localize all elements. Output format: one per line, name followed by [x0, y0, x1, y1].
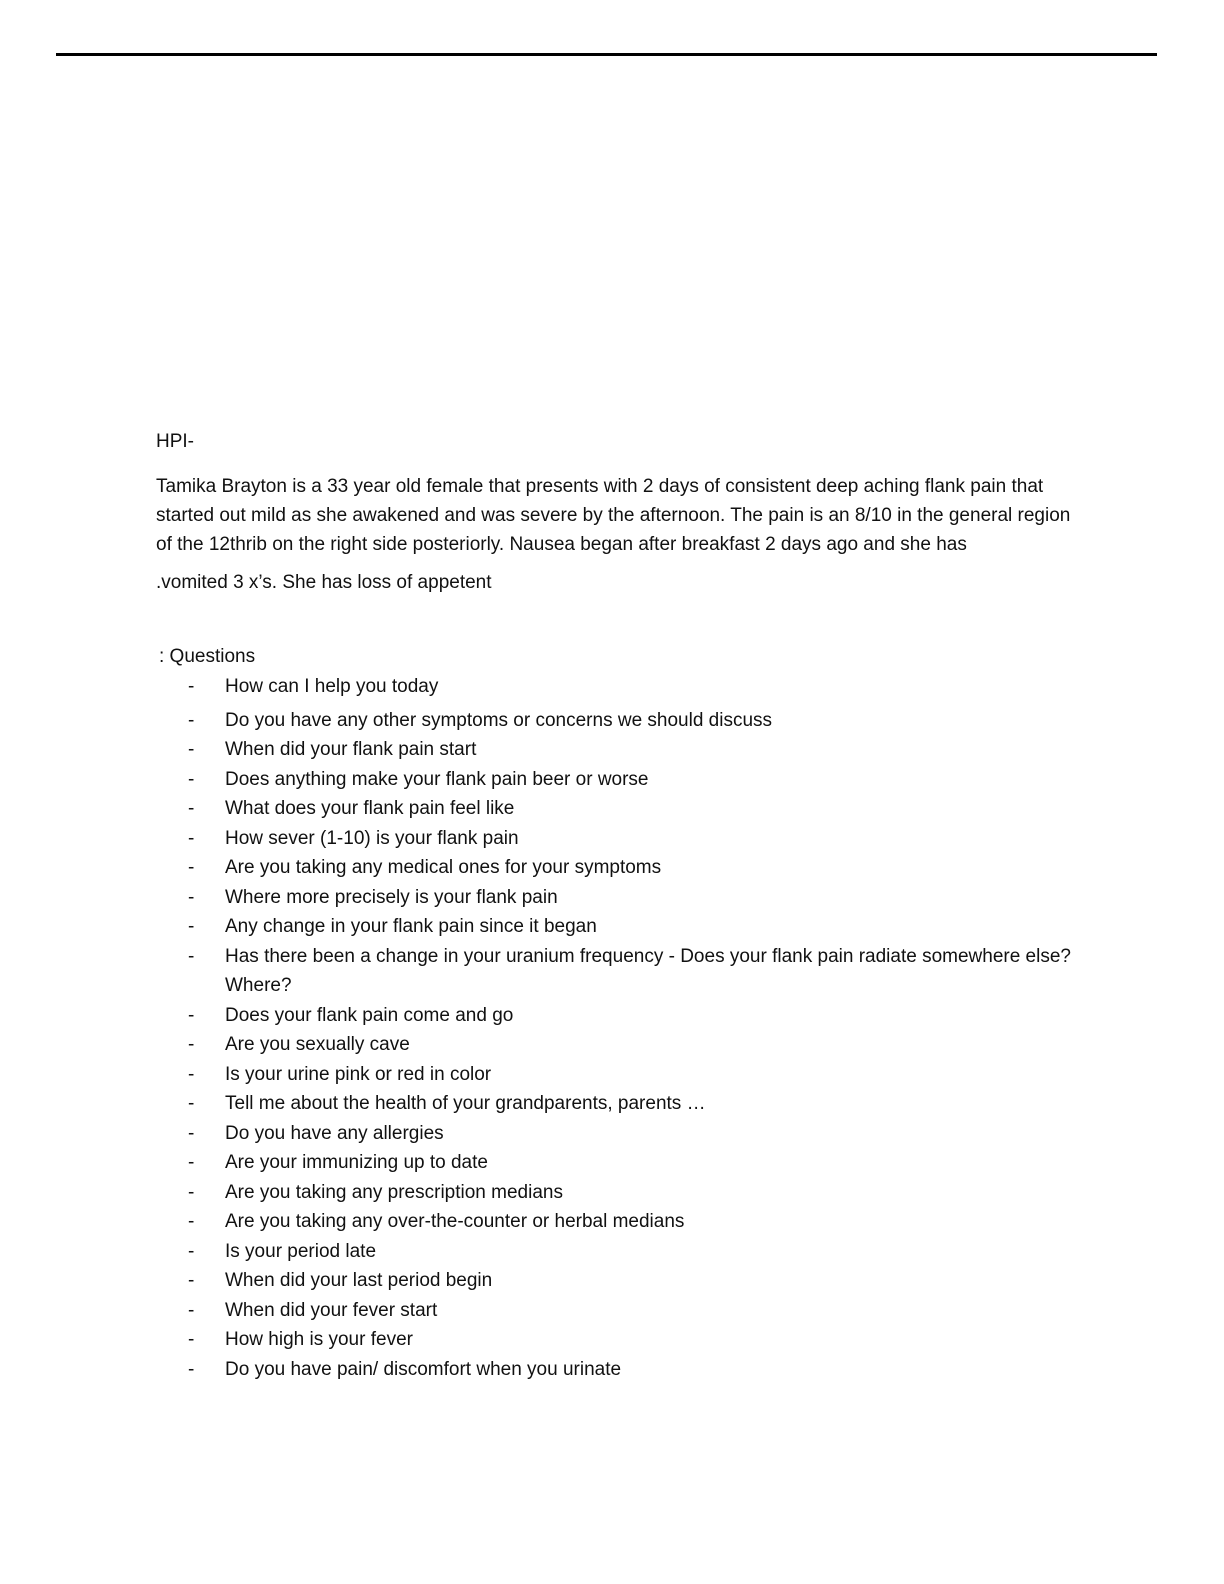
question-item — [156, 824, 1086, 854]
dash-bullet: - — [188, 1299, 195, 1321]
question-text: Do you have any allergies — [225, 1122, 444, 1144]
top-horizontal-rule — [56, 53, 1157, 56]
dash-bullet: - — [188, 827, 195, 849]
dash-bullet: - — [188, 1004, 195, 1026]
question-item — [156, 765, 1086, 795]
question-text: Do you have pain/ discomfort when you urinate — [225, 1358, 622, 1380]
dash-bullet: - — [188, 1034, 195, 1055]
dash-bullet: - — [188, 768, 195, 790]
question-text: Has there been a change in your uranium frequency - Does your flank pain radiate somewhere else? Where? — [225, 945, 1071, 996]
question-item — [156, 1089, 1086, 1119]
question-item — [156, 706, 1086, 736]
dash-bullet: - — [188, 916, 195, 937]
questions-heading: : Questions — [159, 646, 256, 667]
question-item — [156, 1355, 1086, 1385]
dash-bullet: - — [188, 739, 195, 760]
dash-bullet: - — [188, 1063, 195, 1085]
question-text: What does your flank pain feel like — [225, 798, 515, 819]
question-text: Does anything make your flank pain beer or worse — [225, 768, 649, 790]
document-body — [156, 430, 1086, 1384]
question-item — [156, 942, 1086, 1001]
question-text: Where more precisely is your flank pain — [225, 886, 558, 908]
dash-bullet: - — [188, 1358, 195, 1380]
question-item — [156, 794, 1086, 824]
question-text: Any change in your flank pain since it began — [225, 916, 597, 937]
question-item — [156, 1178, 1086, 1208]
question-text: Are you taking any prescription medians — [225, 1181, 563, 1203]
hpi-paragraph: Tamika Brayton is a 33 year old female that presents with 2 days of consistent deep aching flank pain that started out mild as she awakened and was severe by the afternoon. The pain is an 8/10 in the general region of the 12thrib on the right side posteriorly. Nausea began after breakfast 2 days ago and she has — [156, 476, 1071, 555]
question-text: Does your flank pain come and go — [225, 1004, 514, 1026]
question-text: When did your last period begin — [225, 1270, 493, 1291]
dash-bullet: - — [188, 1093, 195, 1114]
dash-bullet: - — [188, 1122, 195, 1144]
dash-bullet: - — [188, 1211, 195, 1232]
dash-bullet: - — [188, 1329, 195, 1350]
question-text: Is your urine pink or red in color — [225, 1063, 492, 1085]
dash-bullet: - — [188, 676, 195, 697]
hpi-continuation: .vomited 3 x’s. She has loss of appetent — [156, 572, 492, 593]
question-item — [156, 672, 1086, 702]
question-item — [156, 1030, 1086, 1060]
dash-bullet: - — [188, 1270, 195, 1291]
question-text: When did your fever start — [225, 1299, 438, 1321]
question-item — [156, 1148, 1086, 1178]
question-text: Do you have any other symptoms or concerns we should discuss — [225, 709, 773, 731]
question-item — [156, 735, 1086, 765]
question-text: Are you sexually cave — [225, 1034, 410, 1055]
dash-bullet: - — [188, 1152, 195, 1173]
question-item — [156, 1237, 1086, 1267]
question-item — [156, 1296, 1086, 1326]
dash-bullet: - — [188, 1181, 195, 1203]
question-text: When did your flank pain start — [225, 739, 477, 760]
question-item — [156, 912, 1086, 942]
question-item — [156, 1325, 1086, 1355]
question-item — [156, 1266, 1086, 1296]
hpi-heading: HPI- — [156, 431, 194, 452]
question-text: How sever (1-10) is your flank pain — [225, 827, 519, 849]
question-item — [156, 1119, 1086, 1149]
questions-list — [156, 672, 1086, 1384]
question-text: Are you taking any over-the-counter or herbal medians — [225, 1211, 685, 1232]
dash-bullet: - — [188, 945, 195, 967]
question-text: Is your period late — [225, 1240, 377, 1262]
question-text: Are you taking any medical ones for your symptoms — [225, 857, 662, 878]
question-text: How can I help you today — [225, 676, 439, 697]
dash-bullet: - — [188, 1240, 195, 1262]
dash-bullet: - — [188, 709, 195, 731]
dash-bullet: - — [188, 857, 195, 878]
question-item — [156, 883, 1086, 913]
question-item — [156, 1001, 1086, 1031]
question-item — [156, 1060, 1086, 1090]
question-item — [156, 1207, 1086, 1237]
question-item — [156, 853, 1086, 883]
question-text: How high is your fever — [225, 1329, 413, 1350]
dash-bullet: - — [188, 798, 195, 819]
dash-bullet: - — [188, 886, 195, 908]
question-text: Are your immunizing up to date — [225, 1152, 488, 1173]
question-text: Tell me about the health of your grandparents, parents … — [225, 1093, 706, 1114]
